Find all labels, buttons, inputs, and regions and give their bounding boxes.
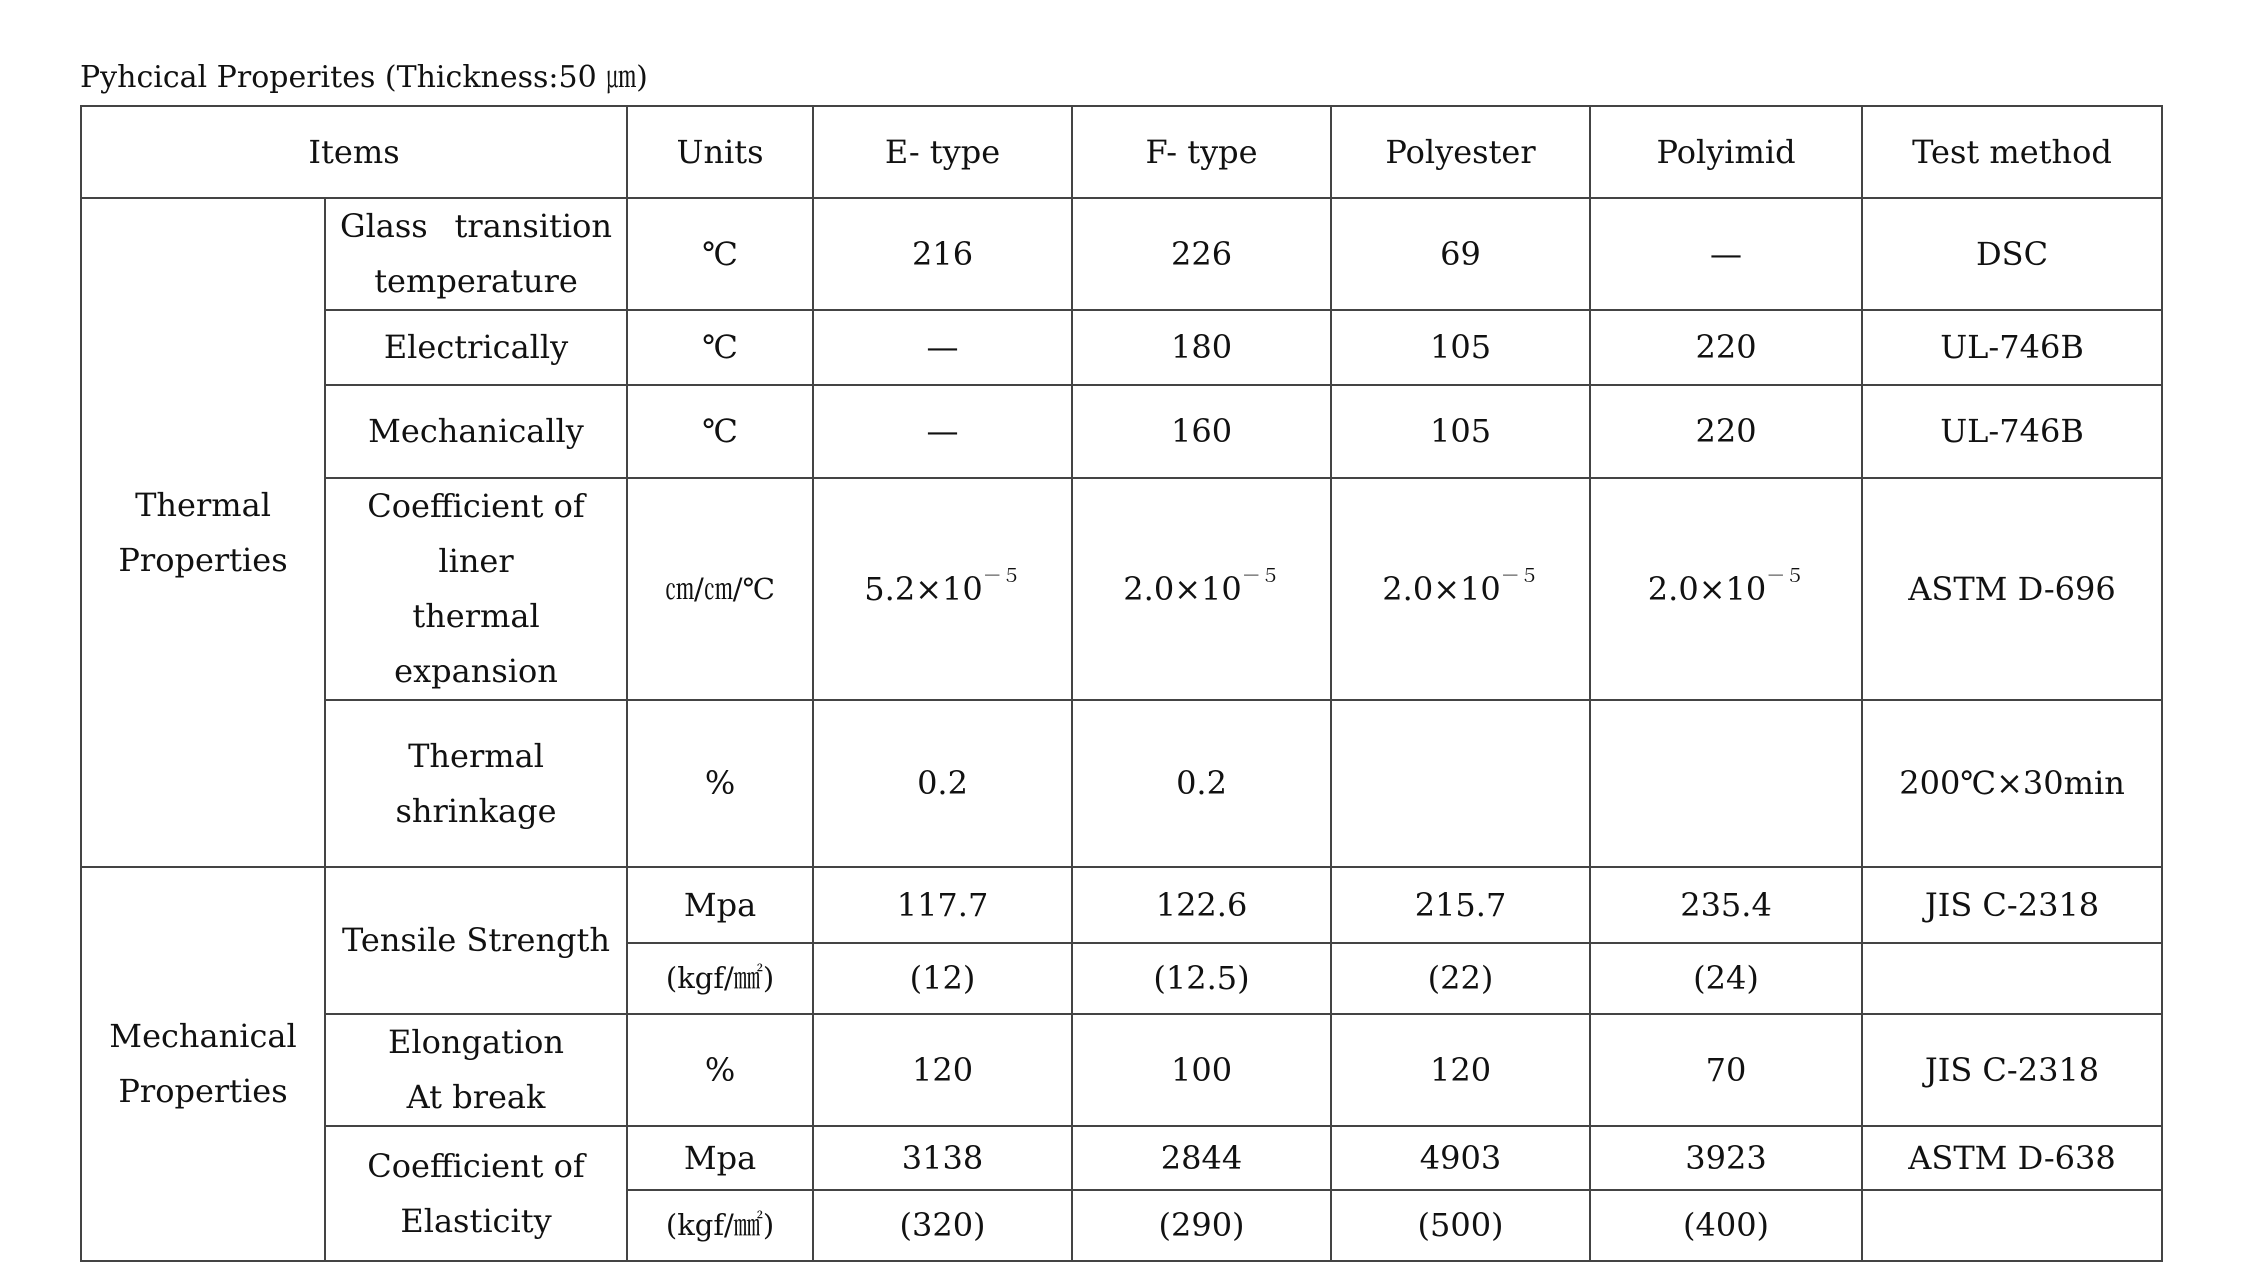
elongation-label-line2: At break: [406, 1078, 546, 1116]
glass-transition-label: [325, 198, 627, 310]
table-row: [81, 1126, 2162, 1190]
elasticity-label-line2: Elasticity: [400, 1201, 552, 1240]
electrically-f-type: 180: [1072, 310, 1331, 385]
transition-word: transition: [454, 207, 613, 245]
temperature-word: temperature: [374, 262, 578, 300]
glass-word: Glass: [340, 207, 428, 245]
cte-unit: ㎝/㎝/℃: [627, 478, 813, 700]
elasticity-e-type: 3138: [813, 1126, 1072, 1190]
cte-polyimid-base: 2.0×10: [1647, 569, 1767, 608]
header-e-type: E- type: [813, 106, 1072, 198]
glass-method: DSC: [1862, 198, 2162, 310]
cte-polyester-exp: －５: [1500, 564, 1539, 587]
elasticity-kgf-f-type: (290): [1072, 1190, 1331, 1261]
cte-e-base: 5.2×10: [864, 569, 983, 608]
electrically-method: UL-746B: [1862, 310, 2162, 385]
elongation-label-line1: Elongation: [388, 1023, 564, 1061]
cte-e-exp: －５: [982, 564, 1021, 587]
elasticity-kgf-polyester: (500): [1331, 1190, 1590, 1261]
mechanically-unit: ℃: [627, 385, 813, 478]
shrinkage-f-type: 0.2: [1072, 700, 1331, 867]
table-row: [81, 867, 2162, 943]
mechanical-group-line2: Properties: [118, 1072, 288, 1110]
shrinkage-label: Thermal shrinkage: [325, 700, 627, 867]
elasticity-f-type: 2844: [1072, 1126, 1331, 1190]
tensile-f-type: 122.6: [1072, 867, 1331, 943]
tensile-kgf-e-type: (12): [813, 943, 1072, 1014]
table-row: [81, 700, 2162, 867]
elasticity-label-line1: Coefficient of: [367, 1146, 585, 1185]
elongation-method: JIS C-2318: [1862, 1014, 2162, 1126]
electrically-label: Electrically: [325, 310, 627, 385]
cte-method: ASTM D-696: [1862, 478, 2162, 700]
mechanically-f-type: 160: [1072, 385, 1331, 478]
cte-f-base: 2.0×10: [1123, 569, 1242, 608]
cte-polyester-base: 2.0×10: [1382, 569, 1501, 608]
cte-label-line2: thermal expansion: [394, 597, 558, 690]
cte-polyimid: [1590, 478, 1862, 700]
electrically-e-type: —: [813, 310, 1072, 385]
tensile-kgf-method: [1862, 943, 2162, 1014]
electrically-polyester: 105: [1331, 310, 1590, 385]
elasticity-polyimid: 3923: [1590, 1126, 1862, 1190]
table-row: [81, 198, 2162, 310]
tensile-unit-mpa: Mpa: [627, 867, 813, 943]
tensile-kgf-f-type: (12.5): [1072, 943, 1331, 1014]
elasticity-polyester: 4903: [1331, 1126, 1590, 1190]
tensile-label: Tensile Strength: [325, 867, 627, 1014]
table-caption: Pyhcical Properites (Thickness:50 ㎛): [80, 60, 648, 95]
elasticity-kgf-e-type: (320): [813, 1190, 1072, 1261]
cte-polyimid-exp: －５: [1766, 564, 1805, 587]
table-row: [81, 478, 2162, 700]
header-row: [81, 106, 2162, 198]
mechanically-label: Mechanically: [325, 385, 627, 478]
cte-f-exp: －５: [1241, 564, 1280, 587]
elasticity-kgf-polyimid: (400): [1590, 1190, 1862, 1261]
glass-f-type: 226: [1072, 198, 1331, 310]
tensile-method: JIS C-2318: [1862, 867, 2162, 943]
header-items: Items: [81, 106, 627, 198]
shrinkage-method: 200℃×30min: [1862, 700, 2162, 867]
elongation-polyimid: 70: [1590, 1014, 1862, 1126]
thermal-properties-group: [81, 198, 325, 867]
glass-polyimid: —: [1590, 198, 1862, 310]
mechanically-polyimid: 220: [1590, 385, 1862, 478]
glass-e-type: 216: [813, 198, 1072, 310]
elasticity-unit-mpa: Mpa: [627, 1126, 813, 1190]
elasticity-kgf-method: [1862, 1190, 2162, 1261]
tensile-kgf-polyester: (22): [1331, 943, 1590, 1014]
header-units: Units: [627, 106, 813, 198]
tensile-e-type: 117.7: [813, 867, 1072, 943]
table-row: [81, 310, 2162, 385]
mechanically-method: UL-746B: [1862, 385, 2162, 478]
elongation-label: [325, 1014, 627, 1126]
shrinkage-unit: %: [627, 700, 813, 867]
tensile-polyester: 215.7: [1331, 867, 1590, 943]
tensile-polyimid: 235.4: [1590, 867, 1862, 943]
tensile-unit-kgf: (kgf/㎟): [627, 943, 813, 1014]
cte-polyester: [1331, 478, 1590, 700]
cte-label: [325, 478, 627, 700]
glass-unit: ℃: [627, 198, 813, 310]
table-row: [81, 385, 2162, 478]
header-polyimid: Polyimid: [1590, 106, 1862, 198]
cte-f-type: [1072, 478, 1331, 700]
elasticity-method: ASTM D-638: [1862, 1126, 2162, 1190]
header-polyester: Polyester: [1331, 106, 1590, 198]
glass-polyester: 69: [1331, 198, 1590, 310]
mechanical-properties-group: [81, 867, 325, 1261]
elasticity-label: [325, 1126, 627, 1261]
elongation-polyester: 120: [1331, 1014, 1590, 1126]
table-row: [81, 1014, 2162, 1126]
mechanical-group-line1: Mechanical: [109, 1017, 297, 1055]
cte-label-line1: Coefficient of liner: [367, 487, 585, 580]
header-test-method: Test method: [1862, 106, 2162, 198]
elongation-f-type: 100: [1072, 1014, 1331, 1126]
physical-properties-table: [80, 105, 2163, 1262]
header-f-type: F- type: [1072, 106, 1331, 198]
elasticity-unit-kgf: (kgf/㎟): [627, 1190, 813, 1261]
thermal-group-line1: Thermal: [135, 485, 271, 524]
cte-e-type: [813, 478, 1072, 700]
tensile-kgf-polyimid: (24): [1590, 943, 1862, 1014]
thermal-group-line2: Properties: [118, 540, 288, 579]
elongation-unit: %: [627, 1014, 813, 1126]
electrically-polyimid: 220: [1590, 310, 1862, 385]
mechanically-polyester: 105: [1331, 385, 1590, 478]
electrically-unit: ℃: [627, 310, 813, 385]
shrinkage-e-type: 0.2: [813, 700, 1072, 867]
elongation-e-type: 120: [813, 1014, 1072, 1126]
shrinkage-polyester: [1331, 700, 1590, 867]
mechanically-e-type: —: [813, 385, 1072, 478]
shrinkage-polyimid: [1590, 700, 1862, 867]
